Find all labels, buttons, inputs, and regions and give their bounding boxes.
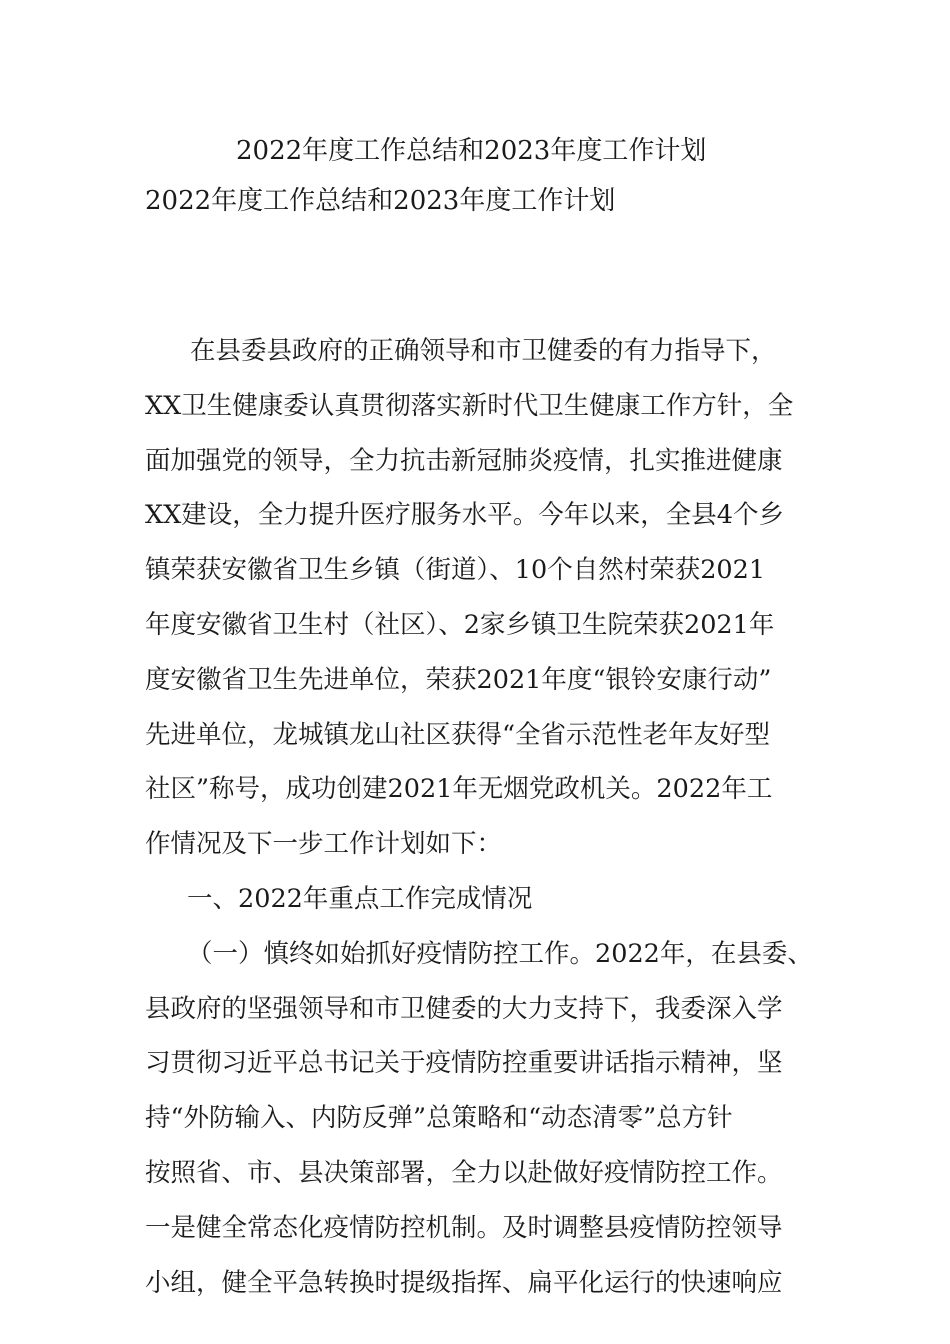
body-line: 小组，健全平急转换时提级指挥、扁平化运行的快速响应 [145, 1267, 783, 1298]
body-line: XX卫生健康委认真贯彻落实新时代卫生健康工作方针，全 [145, 390, 794, 421]
body-line: 作情况及下一步工作计划如下： [145, 829, 503, 860]
body-line: 镇荣获安徽省卫生乡镇（街道）、10个自然村荣获2021 [145, 555, 766, 586]
section-heading: 一、2022年重点工作完成情况 [187, 883, 533, 914]
body-line: 县政府的坚强领导和市卫健委的大力支持下，我委深入学 [145, 993, 783, 1024]
body-line: 度安徽省卫生先进单位，荣获2021年度“银铃安康行动” [145, 664, 772, 695]
document-title: 2022年度工作总结和2023年度工作计划 [236, 136, 707, 166]
body-line: 年度安徽省卫生村（社区）、2家乡镇卫生院荣获2021年 [145, 609, 775, 640]
document-subtitle: 2022年度工作总结和2023年度工作计划 [145, 186, 616, 216]
body-line: XX建设，全力提升医疗服务水平。今年以来，全县4个乡 [145, 500, 785, 531]
body-line: 一是健全常态化疫情防控机制。及时调整县疫情防控领导 [145, 1212, 783, 1243]
subsection-heading: （一）慎终如始抓好疫情防控工作。2022年，在县委、 [187, 938, 813, 969]
body-line: 按照省、市、县决策部署，全力以赴做好疫情防控工作。 [145, 1157, 783, 1188]
document-body [145, 333, 845, 1319]
body-line: 社区”称号，成功创建2021年无烟党政机关。2022年工 [145, 774, 773, 805]
body-line: 在县委县政府的正确领导和市卫健委的有力指导下， [190, 336, 777, 366]
body-line: 面加强党的领导，全力抗击新冠肺炎疫情，扎实推进健康 [145, 445, 783, 476]
body-line: 持“外防输入、内防反弹”总策略和“动态清零”总方针 [145, 1103, 733, 1134]
body-line: 习贯彻习近平总书记关于疫情防控重要讲话指示精神，坚 [145, 1048, 783, 1079]
body-line: 先进单位，龙城镇龙山社区获得“全省示范性老年友好型 [145, 719, 771, 750]
